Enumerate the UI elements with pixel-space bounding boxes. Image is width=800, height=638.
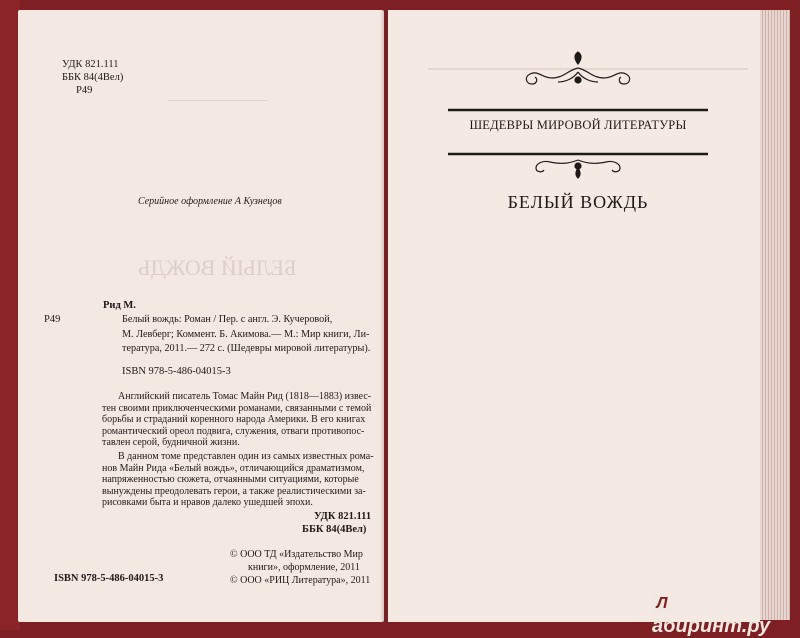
- udk-top: УДК 821.111: [62, 59, 119, 70]
- copyright-line: книги», оформление, 2011: [248, 562, 360, 573]
- bbk-top: ББК 84(4Вел): [62, 72, 124, 83]
- annotation-line: Английский писатель Томас Майн Рид (1818—1883) извес-: [118, 391, 372, 402]
- author: Рид М.: [103, 300, 136, 311]
- annotation-line: вынуждены преодолевать герои, а также реалистическими за-: [102, 485, 366, 497]
- annotation-line: тавлен серой, будничной жизни.: [102, 437, 240, 449]
- series-title: ШЕДЕВРЫ МИРОВОЙ ЛИТЕРАТУРЫ: [469, 118, 687, 132]
- cover-edge-left: [0, 0, 20, 630]
- annotation-1: [102, 391, 382, 449]
- labirint-logo-text: абиринт.ру: [652, 615, 771, 637]
- bbk-bottom: ББК 84(4Вел): [302, 524, 367, 535]
- annotation-line: В данном томе представлен один из самых известных рома-: [118, 451, 374, 462]
- serial-design: Серийное оформление А Кузнецов: [138, 196, 282, 207]
- biblio-line: тература, 2011.— 272 с. (Шедевры мировой литературы).: [122, 343, 371, 354]
- annotation-line: тен своими приключенческими романами, связанными с темой: [102, 402, 372, 414]
- code-mid: Р49: [44, 314, 61, 325]
- copyright-line: © ООО ТД «Издательство Мир: [230, 549, 363, 560]
- labirint-watermark: [652, 592, 792, 637]
- show-through-title: БЕЛЫЙ ВОЖДЬ: [138, 255, 297, 280]
- copyright-block: [230, 548, 370, 587]
- annotation-line: нов Майн Рида «Белый вождь», отличающийся драматизмом,: [102, 462, 365, 474]
- annotation-line: рисовками быта и нравов далеко ушедшей эпохи.: [102, 497, 313, 509]
- page-edges: [760, 10, 790, 620]
- top-flourish-icon: [526, 52, 629, 84]
- bottom-flourish-icon: [536, 160, 620, 178]
- series-ornament: [448, 50, 708, 180]
- show-through-ornament: [168, 60, 268, 101]
- annotation-2: [102, 451, 382, 509]
- annotation-line: романтический ореол подвига, служения, отваги противопос-: [102, 425, 365, 437]
- book-title: БЕЛЫЙ ВОЖДЬ: [507, 192, 649, 212]
- copyright-line: © ООО «РИЦ Литература», 2011: [230, 575, 371, 586]
- biblio-line: Белый вождь: Роман / Пер. с англ. Э. Кучеровой,: [122, 314, 333, 325]
- left-page: [18, 10, 384, 622]
- isbn-bottom: ISBN 978-5-486-04015-3: [54, 573, 164, 584]
- annotation-line: борьбы и страданий коренного народа Америки. В его книгах: [102, 414, 366, 426]
- code-top: Р49: [76, 85, 93, 96]
- right-page: [388, 10, 760, 622]
- bibliographic-record: [122, 313, 382, 357]
- isbn-mid: ISBN 978-5-486-04015-3: [122, 366, 231, 377]
- biblio-line: М. Левберг; Коммент. Б. Акимова.— М.: Мир книги, Ли-: [122, 328, 370, 340]
- udk-bottom: УДК 821.111: [314, 511, 372, 522]
- annotation-line: напряженностью сюжета, отчаянными ситуациями, которые: [102, 474, 359, 486]
- labirint-logo-icon: Л: [652, 594, 672, 614]
